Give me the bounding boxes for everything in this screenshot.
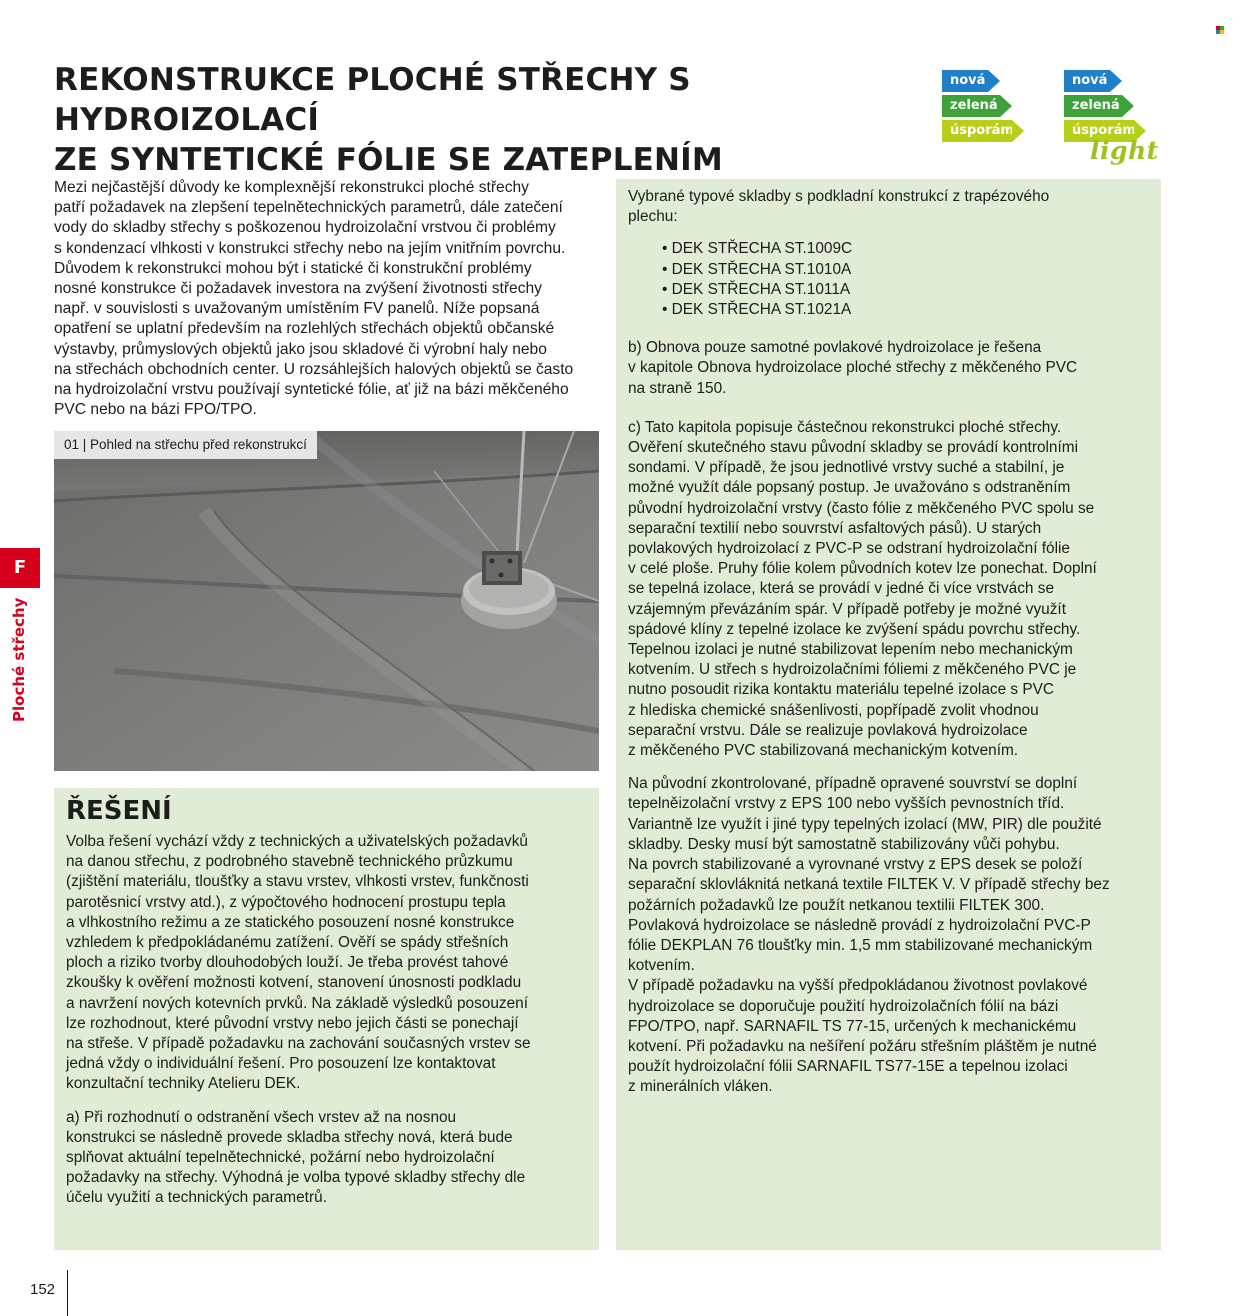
roof-photo (54, 431, 599, 771)
composition-intro: Vybrané typové skladby s podkladní konstrukcí z trapézového plechu: (628, 188, 1050, 226)
list-item: • DEK STŘECHA ST.1009C (662, 239, 1151, 259)
badge-zelena: zelená (1064, 95, 1122, 117)
footer-divider (67, 1270, 68, 1316)
page-title (54, 60, 934, 180)
composition-list (662, 239, 1151, 320)
page-title-line-1: REKONSTRUKCE PLOCHÉ STŘECHY S HYDROIZOLACÍ (54, 62, 691, 138)
list-item: • DEK STŘECHA ST.1021A (662, 300, 1151, 320)
eco-badge-group-light (1064, 70, 1159, 165)
intro-paragraph: Mezi nejčastější důvody ke komplexnější rekonstrukci ploché střechy patří požadavek na zlepšení tepelnětechnických parametrů, dále zatečení vody do skladby střechy s poškozenou hydroizolační vrstvou či problémy s kondenzací vlhkosti v konstrukci střechy nebo na jejím vnitřním povrchu. Důvodem k rekonstrukci mohou být i statické či konstrukční problémy nosné konstrukce či požadavek investora na zvýšení životnosti střechy např. v souvislosti s uvažovaným umístěním FV panelů. Níže popsaná opatření se uplatní především na rozlehlých střechách objektů občanské výstavby, průmyslových objektů jako jsou skladové či výrobní haly nebo na střechách obchodních center. U rozsáhlejších halových objektů se často na hydroizolační vrstvu používají syntetické fólie, ať již na bázi měkčeného PVC nebo na bázi FPO/TPO. (54, 179, 574, 419)
solution-option-a: a) Při rozhodnutí o odstranění všech vrstev až na nosnou konstrukci se následně provede skladba střechy nová, která bude splňovat aktuální tepelnětechnické, požární nebo hydroizolační požadavky na střechy. Výhodná je volba typové skladby střechy dle účelu využití a technických parametrů. (66, 1108, 526, 1207)
badge-nova: nová (942, 70, 988, 92)
option-c-paragraph: c) Tato kapitola popisuje částečnou rekonstrukci ploché střechy. Ověření skutečného stavu původní skladby se provádí kontrolními sondami. V případě, že jsou jednotlivé vrstvy suché a stabilní, je možné využít dále popsaný postup. Je uvažováno s odstraněním původní hydroizolační vrstvy (často fólie z měkčeného PVC spolu se separační textilií nebo souvrství asfaltových pásů). U starých povlakových hydroizolací z PVC-P se odstraní hydroizolační fólie v celé ploše. Pruhy fólie kolem původních kotev lze ponechat. Doplní se tepelná izolace, která se provádí v jedné či více vrstvách se vzájemným převázáním spár. V případě potřeby je možné využít spádové klíny z tepelné izolace ke zvýšení spádu povrchu střechy. Tepelnou izolaci je nutné stabilizovat lepením nebo mechanickým kotvením. U střech s hydroizolačními fóliemi z měkčeného PVC je nutno posoudit rizika kontaktu materiálu tepelné izolace s PVC z hlediska chemické snášenlivosti, popřípadě zvolit vhodnou separační vrstvu. Dále se realizuje povlaková hydroizolace z měkčeného PVC stabilizovaná mechanickým kotvením. (628, 418, 1097, 760)
list-item: • DEK STŘECHA ST.1011A (662, 280, 1151, 300)
right-column-box (616, 179, 1161, 1250)
badge-usporam: úsporám (1064, 120, 1134, 142)
solution-section (54, 788, 599, 1250)
badge-zelena: zelená (942, 95, 1000, 117)
solution-paragraph: Volba řešení vychází vždy z technických a uživatelských požadavků na danou střechu, z podrobného stavebně technického průzkumu (zjištění materiálu, tloušťky a stavu vrstev, vlhkosti vrstev, funkčnosti parotěsnicí vrstvy atd.), z výpočtového hodnocení prostupu tepla a vlhkostního režimu a ze statického posouzení nosné konstrukce vzhledem k předpokládanému zatížení. Ověří se spády střešních ploch a riziko tvorby dlouhodobých louží. Je třeba provést tahové zkoušky k ověření možnosti kotvení, stanovení únosnosti podkladu a navržení nových kotevních prvků. Na základě výsledků posouzení lze rozhodnout, které původní vrstvy nebo jejich části se ponechají na střeše. V případě požadavku na zachování současných vrstev se jedná vždy o individuální řešení. Pro posouzení lze kontaktovat konzultační techniky Atelieru DEK. (66, 833, 531, 1093)
option-b-paragraph: b) Obnova pouze samotné povlakové hydroizolace je řešena v kapitole Obnova hydroizolace ploché střechy z měkčeného PVC na straně 150. (628, 339, 1078, 397)
color-marks-icon (1216, 26, 1226, 34)
final-paragraph: Na původní zkontrolované, případně opravené souvrství se doplní tepelněizolační vrstvy z EPS 100 nebo vyšších pevnostních tříd. Variantně lze využít i jiné typy tepelných izolací (MW, PIR) dle použité skladby. Desky musí být samostatně stabilizovány vůči pohybu. Na povrch stabilizované a vyrovnané vrstvy z EPS desek se položí separační sklovláknitá netkaná textile FILTEK V. V případě střechy bez požárních požadavků lze použít netkanou textilii FILTEK 300. Povlaková hydroizolace se následně provádí z hydroizolační PVC-P fólie DEKPLAN 76 tloušťky min. 1,5 mm stabilizované mechanickým kotvením. V případě požadavku na vyšší předpokládanou životnost povlakové hydroizolace se doporučuje použití hydroizolačních fólií na bázi FPO/TPO, např. SARNAFIL TS 77-15, určených k mechanickému kotvení. Při požadavku na nešíření požáru střešním pláštěm je nutné použít hydroizolační fólii SARNAFIL TS77-15E a tepelnou izolaci z minerálních vláken. (628, 775, 1110, 1096)
list-item: • DEK STŘECHA ST.1010A (662, 260, 1151, 280)
page-title-line-2: ZE SYNTETICKÉ FÓLIE SE ZATEPLENÍM (54, 142, 723, 178)
badge-nova: nová (1064, 70, 1110, 92)
badge-usporam: úsporám (942, 120, 1012, 142)
chapter-tab: F (0, 548, 40, 588)
eco-badge-group-standard (942, 70, 1012, 145)
roof-photo-illustration (54, 431, 599, 771)
page-number: 152 (30, 1281, 56, 1298)
solution-heading: ŘEŠENÍ (66, 796, 172, 826)
chapter-label: Ploché střechy (10, 597, 28, 722)
badge-light-word: light (1090, 136, 1159, 165)
photo-caption: 01 | Pohled na střechu před rekonstrukcí (54, 431, 317, 459)
